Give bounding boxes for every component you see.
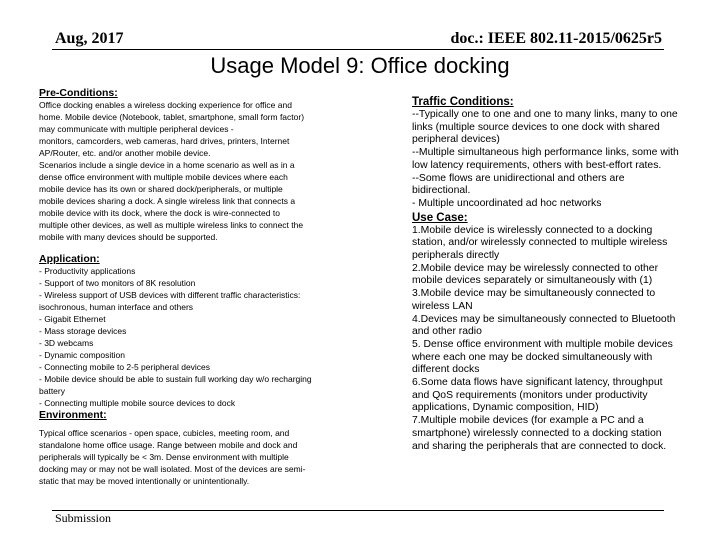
text-line: bidirectional. [412,185,471,197]
preconditions-heading: Pre-Conditions: [39,87,118,99]
text-line: - Connecting multiple mobile source devices to dock [39,398,236,408]
text-line: mobile with many devices should be supported. [39,232,218,242]
text-line: docking may or may not be wall isolated. Most of the devices are semi- [39,464,306,474]
text-line: Scenarios include a single device in a home scenario as well as in a [39,160,295,170]
text-line: --Some flows are unidirectional and others are [412,172,625,184]
text-line: station, and/or wirelessly connected to multiple wireless [412,237,668,249]
environment-body [39,427,359,487]
text-line: - Dynamic composition [39,350,125,360]
text-line: peripheral devices) [412,134,500,146]
header-date: Aug, 2017 [55,30,124,47]
text-line: - Multiple uncoordinated ad hoc networks [412,197,602,209]
text-line: --Multiple simultaneous high performance links, some with [412,147,679,159]
text-line: - 3D webcams [39,338,94,348]
text-line: 1.Mobile device is wirelessly connected to a docking [412,224,653,236]
text-line: and QoS requirements (monitors under productivity [412,389,648,401]
text-line: - Connecting mobile to 2-5 peripheral devices [39,362,211,372]
use-case-heading: Use Case: [412,211,468,224]
text-line: battery [39,386,65,396]
text-line: - Support of two monitors of 8K resolution [39,278,196,288]
text-line: - Wireless support of USB devices with different traffic characteristics: [39,290,301,300]
text-line: monitors, camcorders, web cameras, hard drives, printers, Internet [39,136,290,146]
preconditions-body [39,99,359,243]
text-line: 5. Dense office environment with multiple mobile devices [412,338,673,350]
text-line: mobile device with its dock, where the dock is wire-connected to [39,208,280,218]
text-line: low latency requirements, others with best-effort rates. [412,159,662,171]
traffic-body [412,109,702,211]
text-line: home. Mobile device (Notebook, tablet, smartphone, small form factor) [39,112,305,122]
text-line: Typical office scenarios - open space, cubicles, meeting room, and [39,428,290,438]
footer-submission: Submission [55,511,112,525]
text-line: 7.Multiple mobile devices (for example a PC and a [412,415,644,427]
use-case-body [412,225,702,454]
text-line: mobile device has its own or shared dock/peripherals, or multiple [39,184,283,194]
text-line: wireless LAN [412,300,473,312]
text-line: 2.Mobile device may be wirelessly connected to other [412,262,659,274]
text-line: mobile devices sharing a dock. A single wireless link that connects a [39,196,296,206]
header-doc-id: doc.: IEEE 802.11-2015/0625r5 [450,30,662,47]
application-body [39,265,359,409]
text-line: and other radio [412,326,482,338]
traffic-heading: Traffic Conditions: [412,96,514,108]
text-line: - Mass storage devices [39,326,127,336]
text-line: standalone home office usage. Range between mobile and dock and [39,440,298,450]
text-line: smartphone) wirelessly connected to a docking station [412,427,662,439]
text-line: links (multiple source devices to one dock with shared [412,121,660,133]
header-rule [52,49,664,50]
text-line: may communicate with multiple peripheral devices - [39,124,234,134]
text-line: where each one may be docked simultaneously with [412,351,653,363]
text-line: Office docking enables a wireless docking experience for office and [39,100,292,110]
text-line: - Productivity applications [39,266,136,276]
left-column [39,87,359,487]
text-line: isochronous, human interface and others [39,302,194,312]
text-line: multiple other devices, as well as multiple wireless links to connect the [39,220,304,230]
text-line: 3.Mobile device may be simultaneously connected to [412,288,656,300]
right-column [412,95,702,453]
text-line: - Mobile device should be able to sustain full working day w/o recharging [39,374,312,384]
text-line: static that may be moved intentionally or unintentionally. [39,476,250,486]
text-line: --Typically one to one and one to many links, many to one [412,109,678,120]
text-line: mobile devices separately or simultaneously with (1) [412,275,653,287]
text-line: different docks [412,364,480,376]
text-line: - Gigabit Ethernet [39,314,106,324]
text-line: 6.Some data flows have significant latency, throughput [412,377,663,389]
text-line: applications, Dynamic composition, HID) [412,402,599,414]
application-heading: Application: [39,253,100,265]
text-line: peripherals will typically be < 3m. Dense environment with multiple [39,452,289,462]
slide-title: Usage Model 9: Office docking [210,53,510,78]
text-line: AP/Router, etc. and/or another mobile device. [39,148,211,158]
text-line: peripherals directly [412,250,500,262]
footer-rule [52,510,664,511]
environment-heading: Environment: [39,409,107,421]
text-line: dense office environment with multiple mobile devices where each [39,172,288,182]
text-line: and sharing the peripherals that are connected to dock. [412,440,667,452]
spacer [39,243,359,253]
text-line: 4.Devices may be simultaneously connected to Bluetooth [412,313,676,325]
